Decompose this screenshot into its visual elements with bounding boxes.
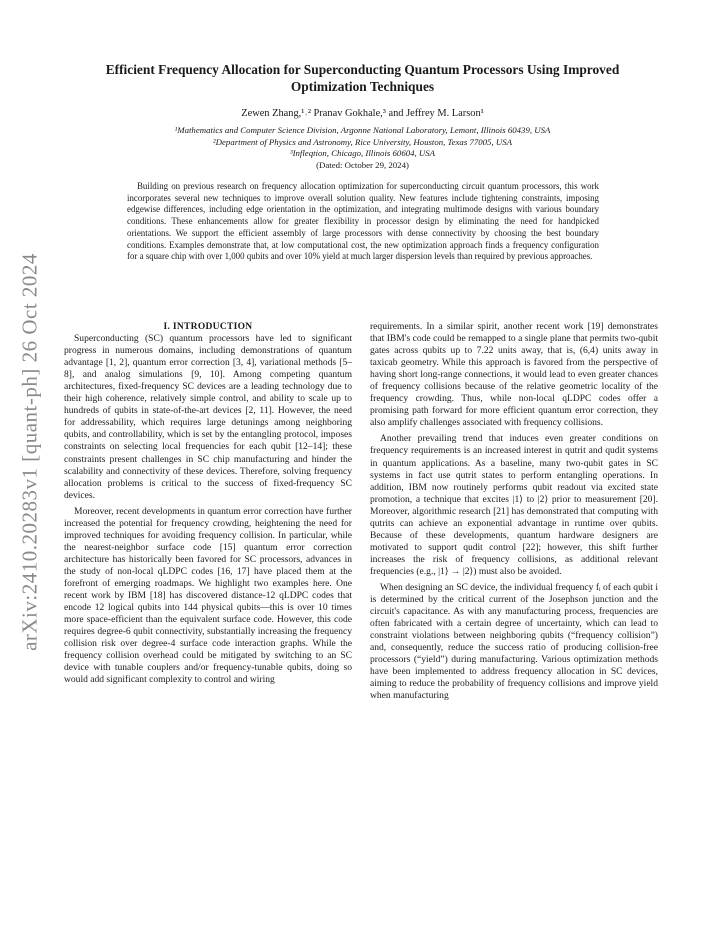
body-paragraph: Moreover, recent developments in quantum error correction have further increased the potential for frequency crowding, heightening the need for improved techniques for avoiding frequency collision. In particular, while the nearest-neighbor surface code [15] quantum error correction architecture has historically been favored for SC processors, advances in the study of non-local qLDPC codes [16, 17] have placed them at the forefront of emerging roadmaps. We highlight two examples here. One recent work by IBM [18] has discovered distance-12 qLDPC codes that encode 12 logical qubits into 144 physical qubits—this is over 10 times more space-efficient than the equivalent surface code. However, this code requires degree-6 qubit connectivity, substantially increasing the frequency collision risk over degree-4 surface code interaction graphs. While the frequency collision overhead could be mitigated by switching to an SC device with tunable couplers and/or frequency-tunable qubits, doing so would add significant complexity to control and wiring — [64, 505, 352, 686]
body-paragraph: When designing an SC device, the individual frequency fᵢ of each qubit i is determined by the critical current of the Josephson junction and the circuit's capacitance. As with any manufacturing process, frequencies are often fabricated with a certain degree of uncertainty, which can lead to constraint violations between neighboring qubits (“frequency collision”) and, consequently, reduce the success ratio of producing collision-free processors (“yield”) during manufacturing. Various optimization methods have been implemented to address frequency allocation in SC devices, aiming to reduce the probability of frequency collisions and improve yield when manufacturing — [370, 581, 658, 702]
section-heading-introduction: I. INTRODUCTION — [163, 322, 253, 332]
body-paragraph: Superconducting (SC) quantum processors have led to significant progress in numerous domains, including demonstrations of quantum advantage [1, 2], quantum error correction [3, 4], variational methods [5–8], and analog simulations [9, 10]. Among competing quantum architectures, fixed-frequency SC devices are a leading technology due to their high coherence, relatively simple control, and ability to scale up to hundreds of qubits in state-of-the-art devices [2, 11]. However, the need for addressability, which requires large detunings among neighboring qubits, and controllability, which is set by the entangling protocol, imposes constraints on selecting local frequencies for each qubit [12–14]; these constraints present challenges in SC chip manufacturing and hinder the scalability and connectivity of these devices. Therefore, solving frequency allocation problems is critical to the success of fixed-frequency SC devices. — [64, 333, 352, 501]
affiliation-3: ³Infleqtion, Chicago, Illinois 60604, USA — [289, 148, 436, 159]
body-paragraph: requirements. In a similar spirit, another recent work [19] demonstrates that IBM's code could be remapped to a single plane that permits two-qubit gates across qubits up to 7.22 units away, that is, (6,4) units away in taxicab geometry. While this approach is favored from the perspective of having short long-range connections, it would lead to even greater chances of frequency collisions because of the relative geometric locality of the frequency crowding. Thus, while non-local qLDPC codes offer a promising path forward for more efficient quantum error correction, they also amplify challenges associated with frequency collisions. — [370, 321, 658, 429]
arxiv-stamp-text: arXiv:2410.20283v1 [quant-ph] 26 Oct 2024 — [17, 253, 42, 651]
arxiv-stamp — [10, 240, 50, 665]
paper-title: Efficient Frequency Allocation for Superconducting Quantum Processors Using Improved Optimization Techniques — [105, 62, 620, 94]
abstract: Building on previous research on frequency allocation optimization for superconducting circuit quantum processors, this work incorporates several new techniques to improve overall solution quality. New features include tightening constraints, imposing edgewise differences, including edge orientation in the optimization, and integrating multimode designs with various boundary conditions. These enhancements allow for greater flexibility in processor design by eliminating the need for handpicked orientations. We support the efficient assembly of large processors with dense connectivity by choosing the best boundary conditions. Examples demonstrate that, at low computational cost, the new optimization approach finds a frequency configuration for a square chip with over 1,000 qubits and over 10% yield at much larger dispersion levels than required by previous approaches. — [127, 181, 599, 262]
affiliations — [60, 125, 665, 171]
dated-line: (Dated: October 29, 2024) — [316, 159, 409, 170]
right-column — [370, 321, 658, 702]
author-list: Zewen Zhang,¹˒² Pranav Gokhale,³ and Jeffrey M. Larson¹ — [241, 108, 484, 119]
affiliation-2: ²Department of Physics and Astronomy, Rice University, Houston, Texas 77005, USA — [213, 136, 512, 147]
affiliation-1: ¹Mathematics and Computer Science Division, Argonne National Laboratory, Lemont, Illinois 60439, USA — [174, 125, 551, 135]
left-column — [64, 321, 352, 686]
body-paragraph: Another prevailing trend that induces even greater conditions on frequency requirements is an increased interest in qutrit and qudit systems in quantum applications. As a baseline, many two-qubit gates in SC systems in fact use qutrit states to perform entangling operations. In addition, IBM now routinely performs qubit readout via excited state promotion, a technique that excites |1⟩ to |2⟩ prior to measurement [20]. Moreover, algorithmic research [21] has demonstrated that computing with qutrits can achieve an exponential advantage in runtime over qubits. Because of these developments, quantum hardware designers are motivated to support qudit control [22]; however, this shift further increases the risk of frequency collisions, as additional relevant frequencies (e.g., |1⟩ → |2⟩) must also be avoided. — [370, 433, 658, 577]
